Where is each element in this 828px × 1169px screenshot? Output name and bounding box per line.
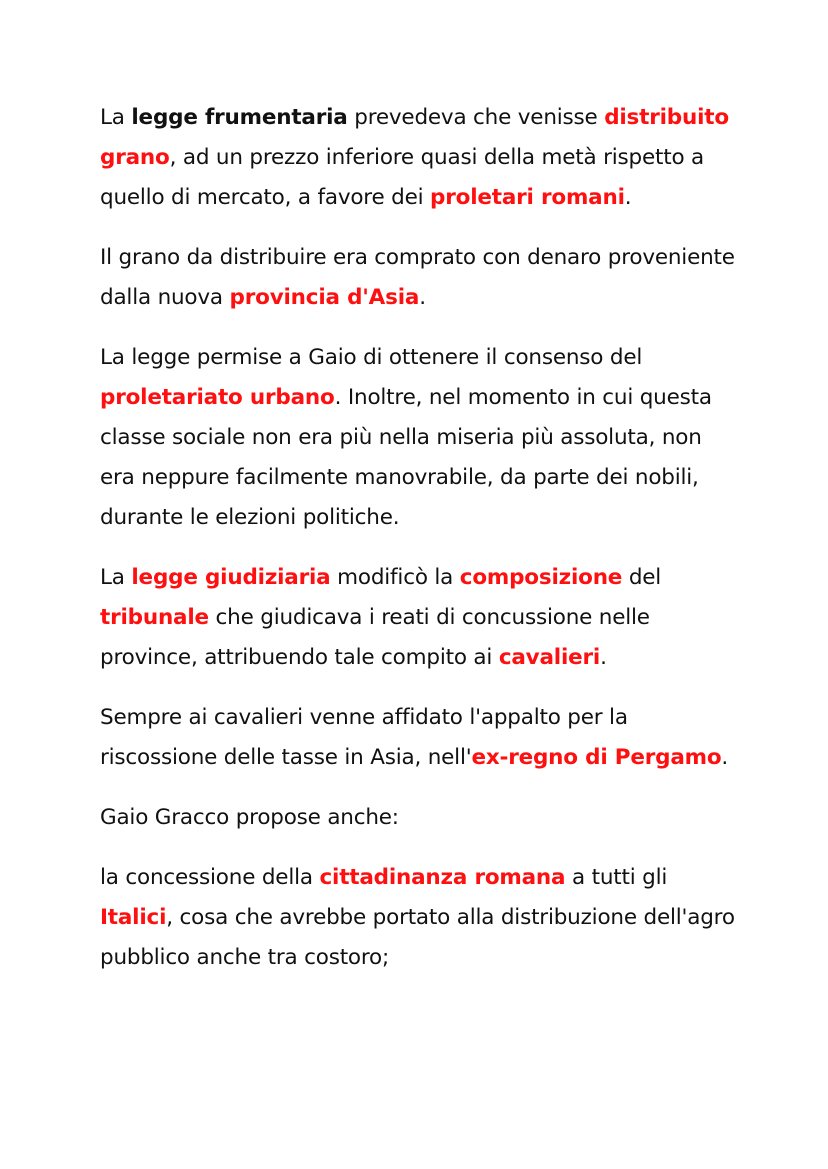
paragraph-grano-asia [100,238,740,318]
highlighted-term: ex-regno di Pergamo [471,745,722,770]
paragraph-consenso [100,338,740,538]
paragraph-cavalieri-appalto [100,698,740,778]
text-run: , ad un prezzo inferiore quasi della metà rispetto a quello di mercato, a favore dei [100,145,705,210]
paragraph-gaio-propose [100,798,740,838]
text-run: . [600,645,607,670]
text-run: modificò la [330,565,460,590]
text-run: che giudicava i reati di concussione nelle province, attribuendo tale compito ai [100,605,650,670]
highlighted-term: tribunale [100,605,209,630]
highlighted-term: proletariato urbano [100,385,335,410]
text-run: . [721,745,729,770]
text-run: , cosa che avrebbe portato alla distribuzione dell'agro pubblico anche tra costoro; [100,905,735,970]
paragraph-legge-frumentaria [100,98,740,218]
text-run: Il grano da distribuire era comprato con denaro proveniente dalla nuova [100,245,735,310]
text-run: del [622,565,662,590]
highlighted-term: composizione [459,565,623,590]
bold-term: legge frumentaria [131,105,348,130]
paragraph-cittadinanza [100,858,740,978]
highlighted-term: provincia d'Asia [229,285,420,310]
text-run: a tutti gli [565,865,668,890]
highlighted-term: legge giudiziaria [131,565,331,590]
text-run: La legge permise a Gaio di ottenere il consenso del [100,345,643,370]
text-run: . [419,285,426,310]
text-run: La [100,105,132,130]
text-run: La [100,565,132,590]
highlighted-term: Italici [100,905,167,930]
text-run: la concessione della [100,865,320,890]
text-run: Gaio Gracco propose anche: [100,805,399,830]
highlighted-term: proletari romani [430,185,625,210]
document-page [100,98,740,998]
highlighted-term: cittadinanza romana [319,865,566,890]
highlighted-term: cavalieri [498,645,601,670]
text-run: . [624,185,632,210]
highlighted-term: distribuito grano [100,105,729,170]
text-run: . Inoltre, nel momento in cui questa classe sociale non era più nella miseria più assoluta, non era neppure facilmente manovrabile, da parte dei nobili, durante le elezioni politiche. [100,385,712,530]
text-run: Sempre ai cavalieri venne affidato l'appalto per la riscossione delle tasse in Asia, nell' [100,705,628,770]
text-run: prevedeva che venisse [347,105,605,130]
paragraph-legge-giudiziaria [100,558,740,678]
